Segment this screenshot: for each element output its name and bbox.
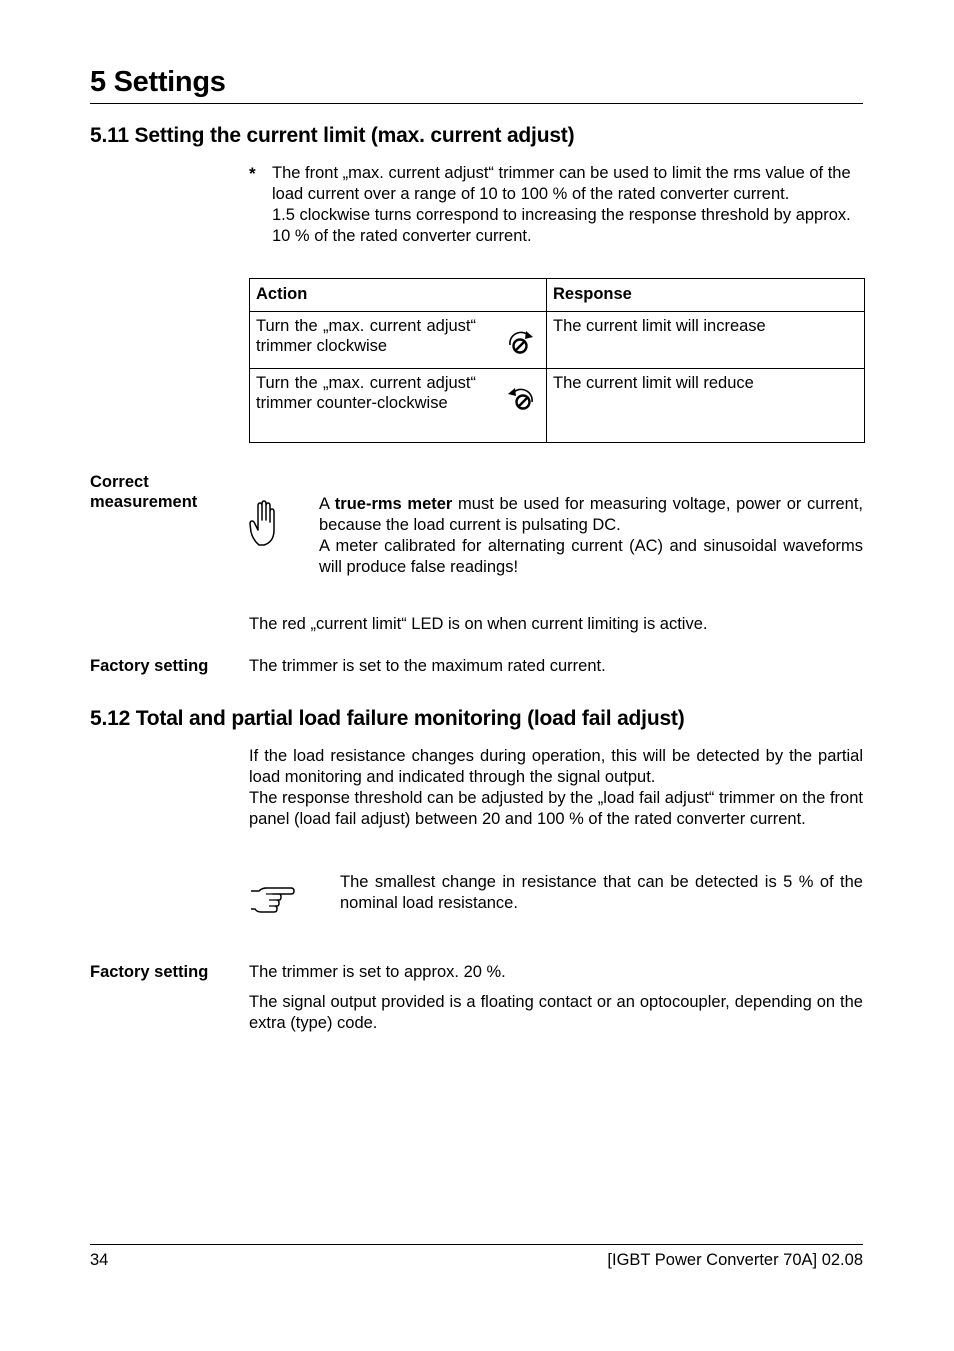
section-5-11-intro — [272, 163, 864, 247]
action-cell — [250, 368, 547, 442]
correct-measurement-text — [319, 494, 863, 578]
text-prefix: A — [319, 495, 335, 513]
trimmer-clockwise-icon — [506, 328, 536, 364]
response-cell — [547, 368, 865, 442]
header-response: Response — [547, 279, 865, 312]
signal-output-text: The signal output provided is a floating contact or an optocoupler, depending on the extra (type) code. — [249, 993, 863, 1032]
response-text: The current limit will reduce — [553, 373, 754, 392]
action-cell — [250, 311, 547, 368]
threshold-paragraph: The response threshold can be adjusted by the „load fail adjust“ trimmer on the front panel (load fail adjust) between 20 and 100 % of the rated converter current. — [249, 789, 863, 828]
chapter-divider — [90, 103, 863, 104]
factory-setting-label: Factory setting — [90, 963, 209, 981]
action-response-table — [249, 278, 865, 443]
section-5-12-body — [249, 746, 863, 830]
response-cell — [547, 311, 865, 368]
intro-paragraph-2: 1.5 clockwise turns correspond to increasing the response threshold by approx. 10 % of the rated converter current. — [272, 206, 851, 245]
action-text: Turn the „max. current adjust“ trimmer counter-clockwise — [256, 373, 476, 412]
response-text: The current limit will increase — [553, 316, 766, 335]
ac-meter-warning: A meter calibrated for alternating current (AC) and sinusoidal waveforms will produce false readings! — [319, 537, 863, 576]
table-row — [250, 311, 865, 368]
true-rms-paragraph — [319, 494, 863, 536]
true-rms-term: true-rms meter — [334, 495, 453, 513]
load-monitoring-paragraph: If the load resistance changes during operation, this will be detected by the partial load monitoring and indicated through the signal output. — [249, 747, 863, 786]
raised-hand-icon — [249, 500, 275, 555]
section-5-12-title: 5.12 Total and partial load failure monitoring (load fail adjust) — [90, 707, 685, 730]
document-reference: [IGBT Power Converter 70A] 02.08 — [607, 1251, 863, 1269]
pointing-hand-icon — [249, 885, 295, 920]
factory-setting-text: The trimmer is set to approx. 20 %. — [249, 963, 506, 981]
action-text: Turn the „max. current adjust“ trimmer clockwise — [256, 316, 476, 355]
led-note: The red „current limit“ LED is on when current limiting is active. — [249, 615, 708, 633]
page-number: 34 — [90, 1251, 109, 1269]
header-action: Action — [250, 279, 547, 312]
footer-divider — [90, 1244, 863, 1245]
trimmer-counterclockwise-icon — [506, 385, 536, 421]
correct-measurement-label: Correct measurement — [90, 473, 198, 511]
factory-setting-label: Factory setting — [90, 657, 209, 675]
resistance-note: The smallest change in resistance that can be detected is 5 % of the nominal load resistance. — [340, 873, 863, 912]
table-row — [250, 368, 865, 442]
section-5-11-title: 5.11 Setting the current limit (max. current adjust) — [90, 124, 575, 147]
bullet-asterisk: * — [249, 164, 256, 183]
table-header-row — [250, 279, 865, 312]
text-rest: must be used for measuring voltage, power or current, because the load current is pulsating DC. — [319, 495, 863, 534]
intro-paragraph-1: The front „max. current adjust“ trimmer can be used to limit the rms value of the load current over a range of 10 to 100 % of the rated converter current. — [272, 164, 851, 203]
factory-setting-text: The trimmer is set to the maximum rated current. — [249, 657, 606, 675]
chapter-title: 5 Settings — [90, 66, 226, 98]
